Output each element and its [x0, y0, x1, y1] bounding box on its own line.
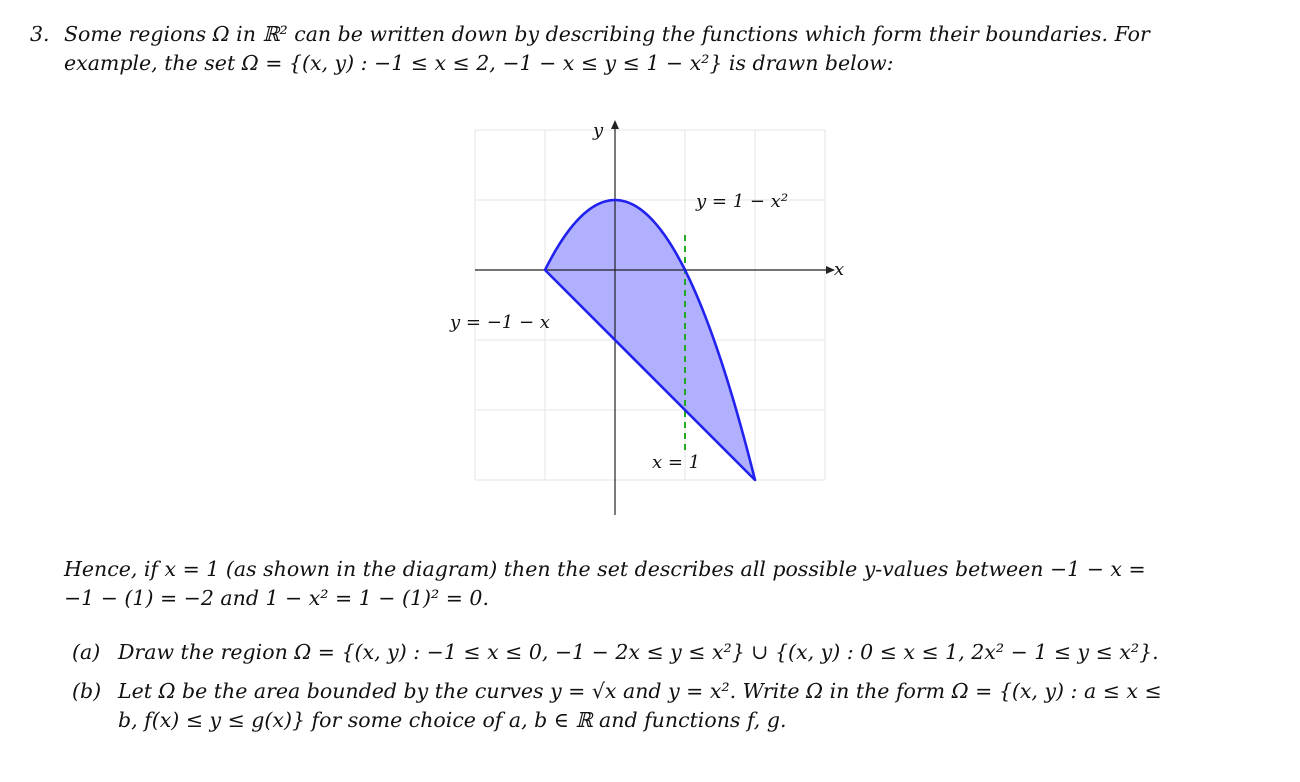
- upper-curve-label: y = 1 − x²: [696, 191, 789, 212]
- region-diagram: [440, 115, 860, 520]
- y-axis-label: y: [593, 120, 604, 141]
- part-b-line-1: Let Ω be the area bounded by the curves y = √x and y = x². Write Ω in the form Ω = {(x, y) : a ≤ x ≤: [118, 679, 1162, 703]
- lower-curve-label: y = −1 − x: [450, 312, 550, 333]
- hence-line-1: Hence, if x = 1 (as shown in the diagram) then the set describes all possible y-values between −1 − x =: [64, 557, 1146, 581]
- part-a-text: Draw the region Ω = {(x, y) : −1 ≤ x ≤ 0, −1 − 2x ≤ y ≤ x²} ∪ {(x, y) : 0 ≤ x ≤ 1, 2x² − 1 ≤ y ≤ x²}.: [118, 640, 1159, 664]
- y-axis-arrow: [611, 120, 619, 129]
- problem-number: 3.: [30, 22, 50, 46]
- part-a-label: (a): [72, 640, 101, 664]
- intro-line-2: example, the set Ω = {(x, y) : −1 ≤ x ≤ 2, −1 − x ≤ y ≤ 1 − x²} is drawn below:: [64, 51, 894, 75]
- vertical-line-label: x = 1: [652, 452, 701, 473]
- part-b-line-2: b, f(x) ≤ y ≤ g(x)} for some choice of a, b ∈ ℝ and functions f, g.: [118, 708, 787, 732]
- part-b-label: (b): [72, 679, 102, 703]
- x-axis-label: x: [834, 259, 845, 280]
- hence-line-2: −1 − (1) = −2 and 1 − x² = 1 − (1)² = 0.: [64, 586, 489, 610]
- intro-line-1: Some regions Ω in ℝ² can be written down by describing the functions which form their boundaries. For: [64, 22, 1150, 46]
